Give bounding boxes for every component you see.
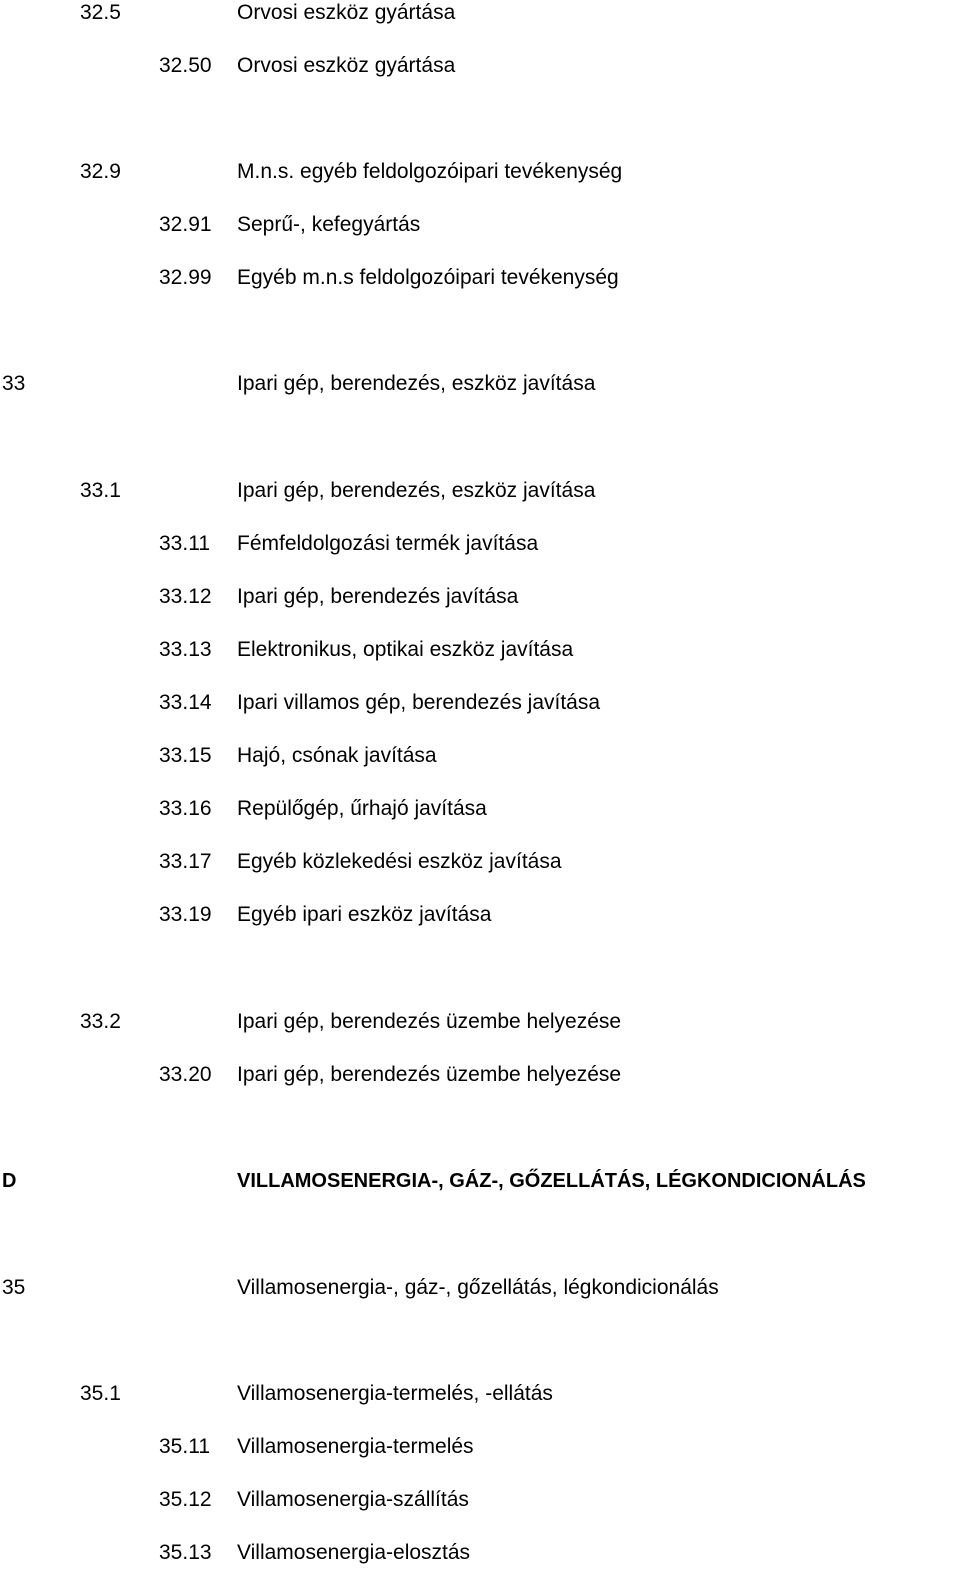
classification-label: Seprű-, kefegyártás <box>237 213 421 236</box>
classification-code: 35.1 <box>80 1382 121 1405</box>
classification-code: 33.20 <box>159 1063 212 1086</box>
classification-label: Ipari gép, berendezés javítása <box>237 585 519 608</box>
classification-code: 32.5 <box>80 1 121 24</box>
classification-label: Ipari villamos gép, berendezés javítása <box>237 691 601 714</box>
classification-code: 33.15 <box>159 744 212 767</box>
classification-row <box>0 369 960 399</box>
classification-label: Villamosenergia-, gáz-, gőzellátás, légkondicionálás <box>237 1276 719 1299</box>
classification-row <box>0 794 960 824</box>
classification-label: Villamosenergia-termelés, -ellátás <box>237 1382 553 1405</box>
classification-code: 33.11 <box>159 532 210 555</box>
classification-row <box>0 1060 960 1090</box>
classification-label: Ipari gép, berendezés, eszköz javítása <box>237 372 596 395</box>
classification-row <box>0 1166 960 1196</box>
classification-row <box>0 1485 960 1515</box>
classification-label: Hajó, csónak javítása <box>237 744 437 767</box>
classification-label: Elektronikus, optikai eszköz javítása <box>237 638 574 661</box>
classification-label: Egyéb közlekedési eszköz javítása <box>237 850 562 873</box>
classification-code: 33.19 <box>159 903 212 926</box>
classification-code: 32.9 <box>80 160 121 183</box>
classification-code: 35 <box>2 1276 26 1299</box>
classification-label: Villamosenergia-elosztás <box>237 1541 471 1564</box>
classification-label: Egyéb m.n.s feldolgozóipari tevékenység <box>237 266 619 289</box>
classification-row <box>0 635 960 665</box>
classification-label: VILLAMOSENERGIA-, GÁZ-, GŐZELLÁTÁS, LÉGKONDICIONÁLÁS <box>237 1170 866 1192</box>
classification-label: Ipari gép, berendezés, eszköz javítása <box>237 479 596 502</box>
classification-label: Repülőgép, űrhajó javítása <box>237 797 487 820</box>
classification-code: D <box>2 1170 17 1192</box>
classification-row <box>0 847 960 877</box>
classification-code: 33 <box>2 372 26 395</box>
classification-row <box>0 210 960 240</box>
classification-row <box>0 157 960 187</box>
classification-code: 33.2 <box>80 1010 121 1033</box>
classification-row <box>0 741 960 771</box>
classification-row <box>0 476 960 506</box>
classification-row <box>0 688 960 718</box>
classification-code: 33.14 <box>159 691 212 714</box>
classification-code: 32.91 <box>159 213 212 236</box>
classification-label: Villamosenergia-termelés <box>237 1435 474 1458</box>
classification-code: 32.99 <box>159 266 212 289</box>
classification-code: 35.12 <box>159 1488 212 1511</box>
classification-row <box>0 900 960 930</box>
classification-row <box>0 263 960 293</box>
classification-code: 33.1 <box>80 479 121 502</box>
classification-code: 33.13 <box>159 638 212 661</box>
classification-row <box>0 1432 960 1462</box>
classification-label: Fémfeldolgozási termék javítása <box>237 532 539 555</box>
classification-label: Egyéb ipari eszköz javítása <box>237 903 492 926</box>
classification-row <box>0 1273 960 1303</box>
classification-row <box>0 1007 960 1037</box>
classification-code: 35.13 <box>159 1541 212 1564</box>
classification-label: Ipari gép, berendezés üzembe helyezése <box>237 1010 622 1033</box>
classification-code: 35.11 <box>159 1435 210 1458</box>
classification-row <box>0 1538 960 1568</box>
classification-row <box>0 1379 960 1409</box>
classification-row <box>0 51 960 81</box>
classification-code: 32.50 <box>159 54 212 77</box>
classification-code: 33.16 <box>159 797 212 820</box>
classification-label: Ipari gép, berendezés üzembe helyezése <box>237 1063 622 1086</box>
classification-label: Villamosenergia-szállítás <box>237 1488 469 1511</box>
classification-row <box>0 0 960 28</box>
classification-row <box>0 582 960 612</box>
classification-code: 33.17 <box>159 850 212 873</box>
classification-label: M.n.s. egyéb feldolgozóipari tevékenység <box>237 160 623 183</box>
classification-label: Orvosi eszköz gyártása <box>237 54 456 77</box>
classification-row <box>0 529 960 559</box>
classification-code: 33.12 <box>159 585 212 608</box>
classification-label: Orvosi eszköz gyártása <box>237 1 456 24</box>
